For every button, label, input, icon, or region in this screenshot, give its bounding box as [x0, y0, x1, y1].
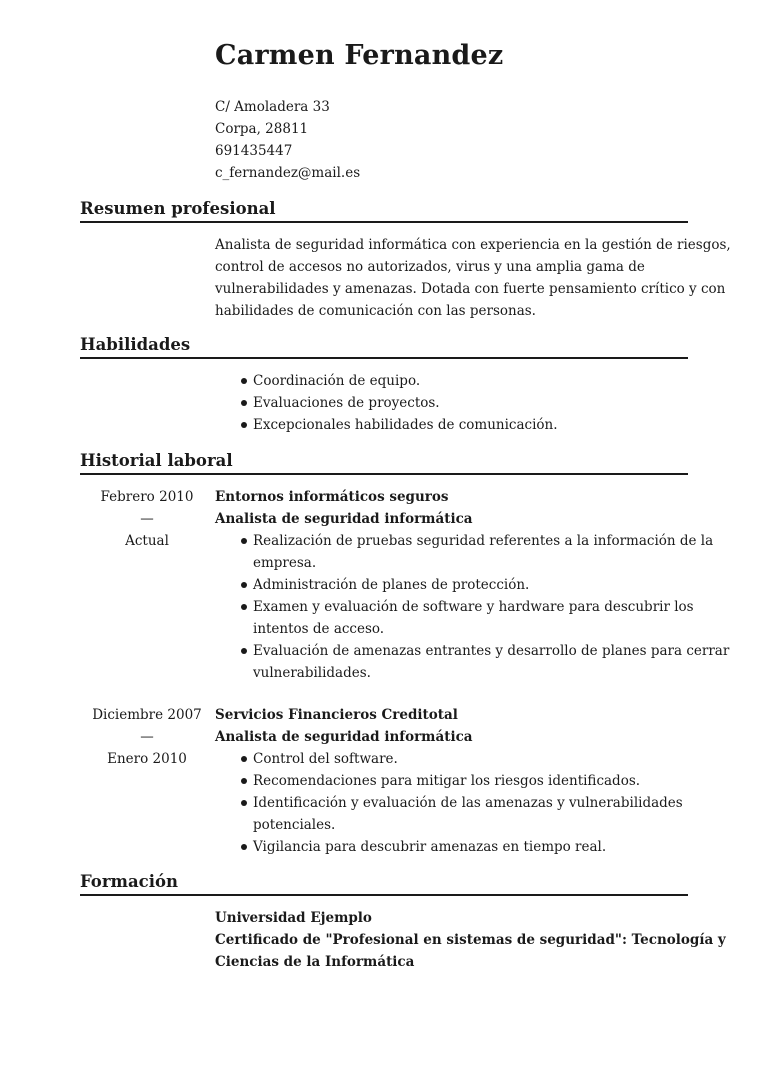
summary-line: control de accesos no autorizados, virus y una amplia gama de: [215, 259, 645, 275]
job-role: Analista de seguridad informática: [215, 729, 473, 745]
skill-item: Excepcionales habilidades de comunicación.: [215, 414, 685, 436]
job-company: Entornos informáticos seguros: [215, 489, 449, 505]
job-company: Servicios Financieros Creditotal: [215, 707, 458, 723]
address: C/ Amoladera 33: [215, 99, 330, 115]
education-degree-line: Certificado de "Profesional en sistemas de seguridad": Tecnología y: [215, 932, 726, 948]
section-title-work: Historial laboral: [80, 450, 688, 475]
job-task: Vigilancia para descubrir amenazas en tiempo real.: [215, 836, 685, 858]
contact-block: [215, 96, 360, 184]
candidate-name: Carmen Fernandez: [215, 40, 504, 71]
job-details: [215, 486, 730, 684]
job-task: Evaluación de amenazas entrantes y desarrollo de planes para cerrar vulnerabilidades.: [215, 640, 685, 684]
job-task: Administración de planes de protección.: [215, 574, 685, 596]
job-details: [215, 704, 685, 858]
job-end-date: Enero 2010: [107, 751, 187, 767]
city: Corpa, 28811: [215, 121, 309, 137]
skill-item: Evaluaciones de proyectos.: [215, 392, 685, 414]
job-task: Control del software.: [215, 748, 685, 770]
job-dates: [80, 704, 214, 770]
skills-list: [215, 370, 685, 436]
education-block: [215, 907, 726, 973]
job-task: Examen y evaluación de software y hardware para descubrir los intentos de acceso.: [215, 596, 685, 640]
job-task: Recomendaciones para mitigar los riesgos identificados.: [215, 770, 685, 792]
email: c_fernandez@mail.es: [215, 165, 361, 181]
section-title-skills: Habilidades: [80, 334, 688, 359]
phone: 691435447: [215, 143, 293, 159]
job-role: Analista de seguridad informática: [215, 511, 473, 527]
date-separator: —: [140, 511, 154, 527]
summary-line: vulnerabilidades y amenazas. Dotada con fuerte pensamiento crítico y con: [215, 281, 726, 297]
section-title-summary: Resumen profesional: [80, 198, 688, 223]
section-title-education: Formación: [80, 871, 688, 896]
summary-text: [215, 234, 731, 322]
job-dates: [80, 486, 214, 552]
education-institution: Universidad Ejemplo: [215, 910, 372, 926]
education-degree-line: Ciencias de la Informática: [215, 954, 415, 970]
summary-line: habilidades de comunicación con las personas.: [215, 303, 536, 319]
skill-item: Coordinación de equipo.: [215, 370, 685, 392]
job-start-date: Febrero 2010: [100, 489, 194, 505]
job-task: Identificación y evaluación de las amenazas y vulnerabilidades potenciales.: [215, 792, 685, 836]
date-separator: —: [140, 729, 154, 745]
job-end-date: Actual: [125, 533, 169, 549]
summary-line: Analista de seguridad informática con experiencia en la gestión de riesgos,: [215, 237, 731, 253]
job-task: Realización de pruebas seguridad referentes a la información de la empresa.: [215, 530, 685, 574]
job-start-date: Diciembre 2007: [92, 707, 202, 723]
